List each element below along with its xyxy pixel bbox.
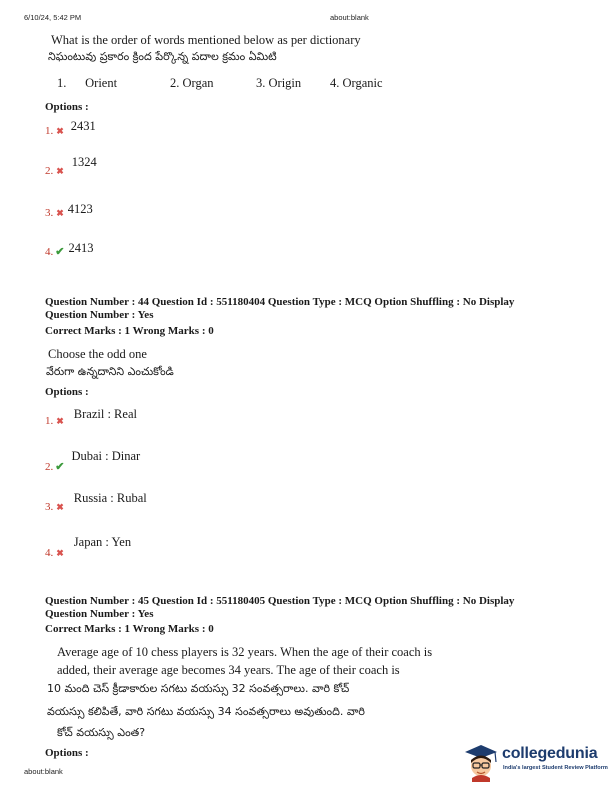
q43-option-1	[45, 121, 96, 139]
q43-text-en: What is the order of words mentioned below as per dictionary	[51, 33, 361, 47]
wrong-cross-icon: ✖	[56, 502, 64, 512]
option-text: Japan : Yen	[73, 535, 132, 549]
q44-meta-line3: Correct Marks : 1 Wrong Marks : 0	[45, 325, 214, 337]
q45-text-en-2: added, their average age becomes 34 years. The age of their coach is	[57, 663, 400, 677]
collegedunia-logo	[462, 742, 612, 782]
option-number: 2.	[45, 461, 54, 473]
q43-option-3	[45, 203, 93, 221]
q44-options-label: Options :	[45, 386, 89, 398]
option-text: Russia : Rubal	[73, 491, 147, 505]
q44-option-3	[45, 491, 147, 515]
option-text: 4123	[67, 202, 93, 216]
q43-word-1: 1. Orient	[57, 76, 118, 90]
q43-options-label: Options :	[45, 101, 89, 113]
print-url-bottom: about:blank	[24, 767, 63, 776]
wrong-cross-icon: ✖	[56, 548, 64, 558]
q45-options-label: Options :	[45, 747, 89, 759]
q43-option-4	[45, 242, 93, 260]
q45-meta-line1: Question Number : 45 Question Id : 551180405 Question Type : MCQ Option Shuffling : No Display	[45, 595, 515, 607]
q43-word-3: 3. Origin	[256, 76, 302, 90]
option-text: 2431	[70, 119, 96, 133]
option-text: Dubai : Dinar	[71, 449, 141, 463]
q45-meta-line3: Correct Marks : 1 Wrong Marks : 0	[45, 623, 214, 635]
correct-check-icon: ✔	[55, 461, 65, 473]
q45-text-te-1: 10 మంది చెస్ క్రీడాకారుల సగటు వయస్సు 32 సంవత్సరాలు. వారి కోచ్	[47, 682, 350, 695]
q45-text-en-1: Average age of 10 chess players is 32 years. When the age of their coach is	[57, 645, 433, 659]
option-number: 1.	[45, 125, 54, 137]
print-datetime: 6/10/24, 5:42 PM	[24, 13, 82, 22]
wrong-cross-icon: ✖	[56, 208, 64, 218]
q44-meta-line1: Question Number : 44 Question Id : 551180404 Question Type : MCQ Option Shuffling : No Display	[45, 296, 515, 308]
option-number: 4.	[45, 246, 54, 258]
mascot-icon	[462, 742, 500, 782]
q45-text-te-3: కోచ్ వయస్సు ఎంత?	[57, 726, 146, 739]
q44-meta-line2: Question Number : Yes	[45, 309, 154, 321]
q44-option-2	[45, 449, 141, 475]
q44-option-4	[45, 535, 132, 561]
option-text: 1324	[71, 155, 97, 169]
option-number: 4.	[45, 547, 54, 559]
option-number: 2.	[45, 165, 54, 177]
logo-tagline: India's largest Student Review Platform	[503, 765, 608, 771]
option-text: Brazil : Real	[73, 407, 137, 421]
q44-text-en: Choose the odd one	[48, 347, 147, 361]
correct-check-icon: ✔	[55, 246, 65, 258]
q45-text-te-2: వయస్సు కలిపితే, వారి సగటు వయస్సు 34 సంవత్సరాలు అవుతుంది. వారి	[47, 705, 365, 718]
logo-name: collegedunia	[502, 745, 598, 762]
q45-meta-line2: Question Number : Yes	[45, 608, 154, 620]
wrong-cross-icon: ✖	[56, 126, 64, 136]
q43-word-4: 4. Organic	[330, 76, 383, 90]
wrong-cross-icon: ✖	[56, 416, 64, 426]
print-url-top: about:blank	[330, 13, 369, 22]
q44-option-1	[45, 407, 137, 429]
option-text: 2413	[68, 241, 94, 255]
q43-word-2: 2. Organ	[170, 76, 214, 90]
option-number: 1.	[45, 415, 54, 427]
q43-text-te: నిఘంటువు ప్రకారం క్రింద పేర్కొన్న పదాల క్రమం ఏమిటి	[48, 50, 277, 63]
q44-text-te: వేరుగా ఉన్నదానిని ఎంచుకోండి	[46, 365, 174, 378]
option-number: 3.	[45, 207, 54, 219]
wrong-cross-icon: ✖	[56, 166, 64, 176]
q43-option-2	[45, 155, 97, 179]
option-number: 3.	[45, 501, 54, 513]
